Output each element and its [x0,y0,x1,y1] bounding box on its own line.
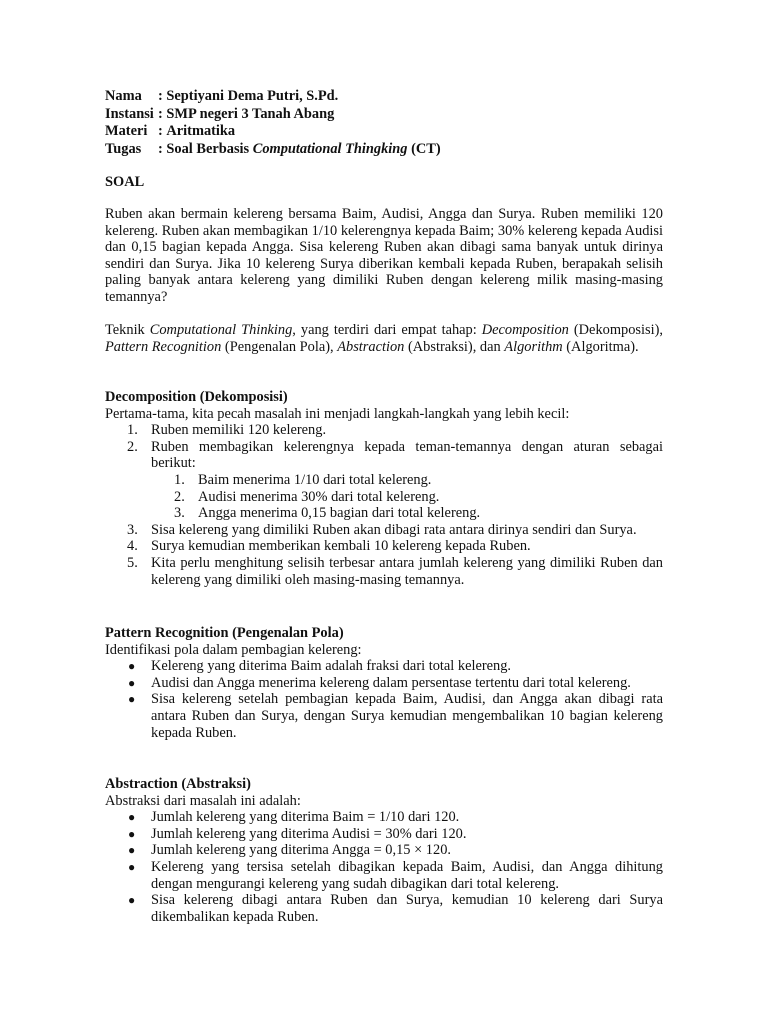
item-number: 2. [174,488,185,505]
decomposition-list [105,422,663,472]
tugas-suffix: (CT) [407,140,441,157]
bullet-icon: ● [128,826,136,841]
nama-label: Nama [105,88,142,104]
item-text: Sisa kelereng setelah pembagian kepada Baim, Audisi, dan Angga akan dibagi rata antara Ruben dan Surya, dengan Surya kemudian mengembalikan 10 bagian kelereng kepada Ruben. [151,691,663,741]
section-lead: Pertama-tama, kita pecah masalah ini menjadi langkah-langkah yang lebih kecil: [105,405,570,422]
section-title: Decomposition (Dekomposisi) [105,389,288,405]
item-number: 5. [127,554,138,571]
item-text: Ruben membagikan kelerengnya kepada teman-temannya dengan aturan sebagai berikut: [151,438,663,472]
instansi-label: Instansi [105,105,154,122]
list-item [105,422,663,439]
tugas-label: Tugas [105,140,142,157]
section-lead: Abstraksi dari masalah ini adalah: [105,792,301,809]
intro-italic: Computational Thinking [149,322,293,338]
list-item [105,892,663,925]
tugas-text: Soal Berbasis [166,140,253,157]
soal-heading: SOAL [105,174,145,190]
intro-text: (Algoritma). [562,338,639,355]
item-text: Surya kemudian memberikan kembali 10 kelereng kepada Ruben. [151,538,531,555]
bullet-icon: ● [128,810,136,825]
intro-italic: Pattern Recognition [105,338,222,355]
intro-text: (Pengenalan Pola), [221,338,338,355]
item-text: Jumlah kelereng yang diterima Baim = 1/10 dari 120. [151,809,460,826]
item-text: Angga menerima 0,15 bagian dari total kelereng. [198,505,481,522]
intro-text: , yang terdiri dari empat tahap: [292,322,482,338]
item-text: Jumlah kelereng yang diterima Audisi = 30% dari 120. [151,825,467,842]
bullet-icon: ● [128,893,136,908]
item-text: Sisa kelereng dibagi antara Ruben dan Surya, kemudian 10 kelereng dari Surya dikembalikan kepada Ruben. [151,892,663,925]
bullet-icon: ● [128,692,136,707]
colon: : [158,140,167,157]
decomposition-list-continued [105,522,663,588]
ct-intro-paragraph [105,322,663,355]
intro-italic: Decomposition [481,322,569,338]
list-item [105,691,663,741]
instansi-value: SMP negeri 3 Tanah Abang [166,105,335,122]
item-text: Kelereng yang tersisa setelah dibagikan kepada Baim, Audisi, dan Angga dihitung dengan mengurangi kelereng yang sudah dibagikan dari total kelereng. [151,858,663,892]
intro-text: (Dekomposisi), [568,322,664,338]
list-item [105,826,663,843]
bullet-icon: ● [128,843,136,858]
item-number: 1. [174,471,185,488]
bullet-icon: ● [128,675,136,690]
item-text: Kelereng yang diterima Baim adalah fraksi dari total kelereng. [151,658,512,675]
item-text: Audisi dan Angga menerima kelereng dalam persentase tertentu dari total kelereng. [151,674,631,691]
bullet-icon: ● [128,859,136,874]
item-text: Ruben memiliki 120 kelereng. [151,422,327,439]
materi-label: Materi [105,123,148,140]
section-lead: Identifikasi pola dalam pembagian kelereng: [105,641,362,658]
pattern-recognition-section [105,625,663,741]
list-item [105,522,663,539]
colon: : [158,88,167,104]
item-number: 4. [127,538,138,555]
header-row-materi [105,123,663,141]
list-item [105,538,663,555]
list-item [105,675,663,692]
item-number: 3. [127,521,138,538]
decomposition-sublist [105,472,663,522]
list-item [105,505,663,522]
item-text: Baim menerima 1/10 dari total kelereng. [198,471,432,488]
intro-italic: Algorithm [504,338,563,355]
intro-text: Teknik [105,322,150,338]
soal-paragraph: Ruben akan bermain kelereng bersama Baim, Audisi, Angga dan Surya. Ruben memiliki 120 kelereng. Ruben akan membagikan 1/10 kelerengnya kepada Baim; 30% kelereng kepada Audisi dan 0,15 bagian kepada Angga. Sisa kelereng Ruben akan dibagi sama banyak untuk dirinya sendiri dan Surya. Jika 10 kelereng Surya diberikan kembali kepada Ruben, berapakah selisih paling banyak antara kelereng yang dimiliki Ruben dengan kelereng milik masing-masing temannya? [105,206,663,305]
bullet-icon: ● [128,659,136,674]
list-item [105,842,663,859]
item-number: 1. [127,422,138,439]
abstraction-section [105,776,663,925]
item-number: 3. [174,505,185,522]
list-item [105,555,663,588]
list-item [105,809,663,826]
colon: : [158,123,167,140]
section-title: Abstraction (Abstraksi) [105,776,251,792]
item-text: Sisa kelereng yang dimiliki Ruben akan dibagi rata antara dirinya sendiri dan Surya. [151,521,637,538]
list-item [105,439,663,472]
tugas-value [166,141,440,159]
header-row-instansi [105,106,663,124]
intro-text: (Abstraksi), dan [404,338,505,355]
tugas-italic: Computational Thingking [252,140,408,157]
nama-value: Septiyani Dema Putri, S.Pd. [166,88,339,104]
item-text: Kita perlu menghitung selisih terbesar antara jumlah kelereng yang dimiliki Ruben dan kelereng yang dimiliki oleh masing-masing temannya. [151,554,663,588]
colon: : [158,105,167,122]
materi-value: Aritmatika [166,123,236,140]
list-item [105,472,663,489]
item-text: Jumlah kelereng yang diterima Angga = 0,15 × 120. [151,842,451,859]
item-text: Audisi menerima 30% dari total kelereng. [198,488,440,505]
header-row-nama [105,88,663,106]
decomposition-section [105,389,663,588]
list-item [105,658,663,675]
item-number: 2. [127,438,138,455]
pattern-list [105,658,663,741]
section-title: Pattern Recognition (Pengenalan Pola) [105,625,344,641]
list-item [105,489,663,506]
header-info [105,88,663,158]
header-row-tugas [105,141,663,159]
intro-italic: Abstraction [337,338,405,355]
list-item [105,859,663,892]
abstraction-list [105,809,663,925]
